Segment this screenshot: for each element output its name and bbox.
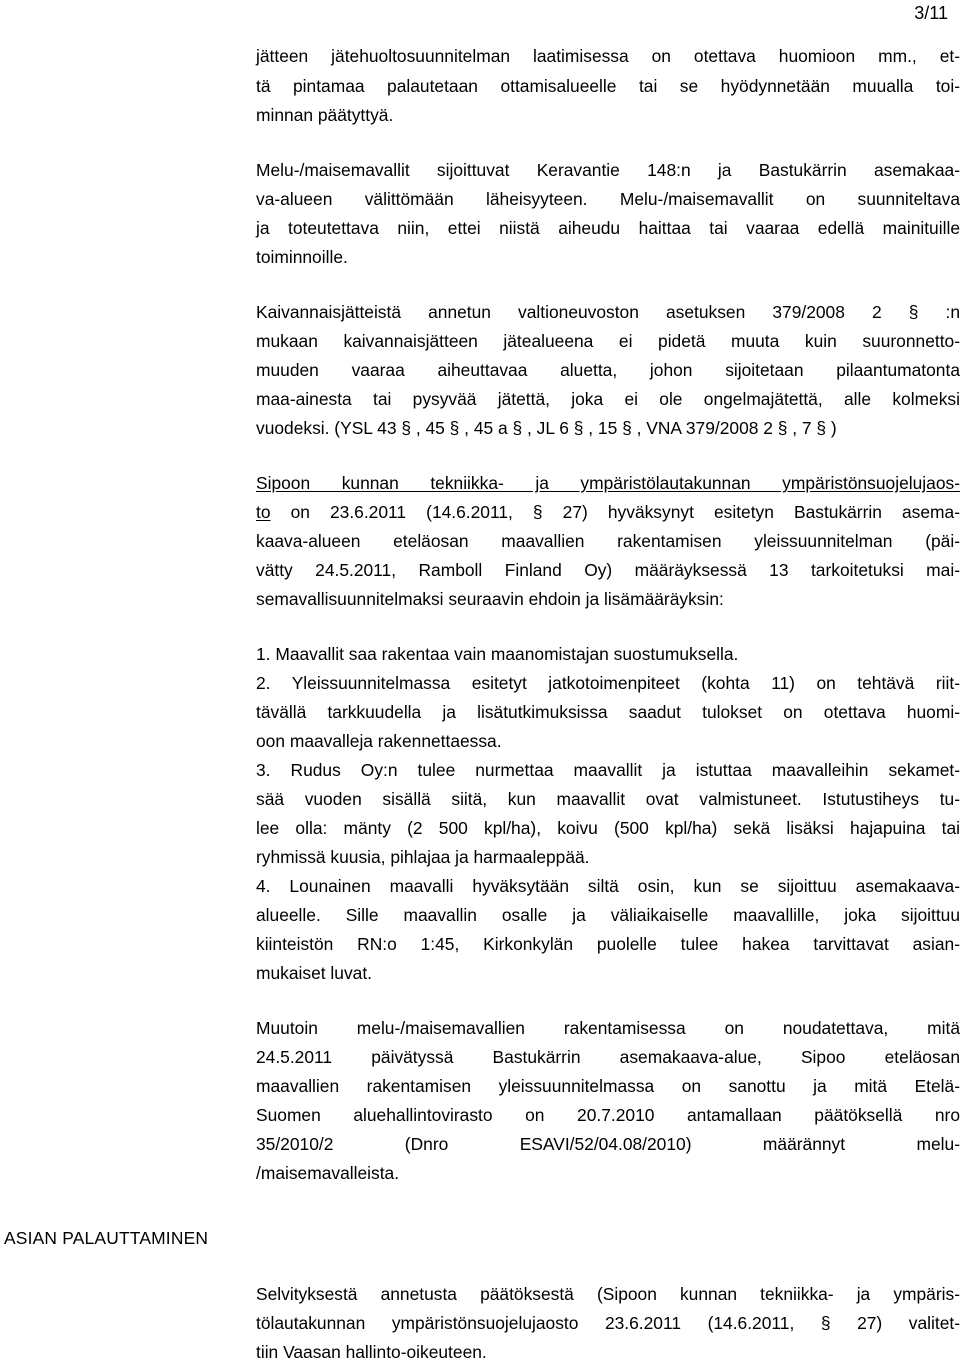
section-heading: ASIAN PALAUTTAMINEN <box>4 1228 209 1248</box>
line-text: on 23.6.2011 (14.6.2011, § 27) hyväksynyt esitetyn Bastukärrin asema- <box>270 502 960 522</box>
text-line: mukaan kaivannaisjätteen jätealueena ei pidetä muuta kuin suuronnetto- <box>256 331 960 351</box>
text-line: Melu-/maisemavallit sijoittuvat Keravantie 148:n ja Bastukärrin asemakaa- <box>256 160 960 180</box>
text-line: maavallien rakentamisen yleissuunnitelmassa on sanottu ja mitä Etelä- <box>256 1076 960 1096</box>
text-line: muuden vaaraa aiheuttavaa aluetta, johon sijoitetaan pilaantumatonta <box>256 360 960 380</box>
text-line: 1. Maavallit saa rakentaa vain maanomistajan suostumuksella. <box>256 644 739 664</box>
text-line: toiminnoille. <box>256 247 348 267</box>
text-line: 35/2010/2 (Dnro ESAVI/52/04.08/2010) määrännyt melu- <box>256 1134 960 1154</box>
text-line: sää vuoden sisällä siitä, kun maavallit ovat valmistuneet. Istutustiheys tu- <box>256 789 960 809</box>
text-line: tävällä tarkkuudella ja lisätutkimuksissa saadut tulokset on otettava huomi- <box>256 702 960 722</box>
text-line: Selvityksestä annetusta päätöksestä (Sipoon kunnan tekniikka- ja ympäris- <box>256 1284 960 1304</box>
text-line: vätty 24.5.2011, Ramboll Finland Oy) määräyksessä 13 tarkoitetuksi mai- <box>256 560 960 580</box>
text-line: oon maavalleja rakennettaessa. <box>256 731 502 751</box>
text-line: 3. Rudus Oy:n tulee nurmettaa maavallit ja istuttaa maavalleihin sekamet- <box>256 760 960 780</box>
text-line: kaava-alueen eteläosan maavallien rakentamisen yleissuunnitelman (päi- <box>256 531 960 551</box>
text-line: 2. Yleissuunnitelmassa esitetyt jatkotoimenpiteet (kohta 11) on tehtävä riit- <box>256 673 960 693</box>
text-line: Suomen aluehallintovirasto on 20.7.2010 antamallaan päätöksellä nro <box>256 1105 960 1125</box>
text-line: ryhmissä kuusia, pihlajaa ja harmaaleppää. <box>256 847 590 867</box>
text-line: Kaivannaisjätteistä annetun valtioneuvoston asetuksen 379/2008 2 § :n <box>256 302 960 322</box>
text-line: vuodeksi. (YSL 43 § , 45 § , 45 a § , JL 6 § , 15 § , VNA 379/2008 2 § , 7 § ) <box>256 418 837 438</box>
text-line: semavallisuunnitelmaksi seuraavin ehdoin ja lisämääräyksin: <box>256 589 724 609</box>
underlined-text: to <box>256 502 271 522</box>
text-line: 4. Lounainen maavalli hyväksytään siltä osin, kun se sijoittuu asemakaava- <box>256 876 960 896</box>
text-line: maa-ainesta tai pysyvää jätettä, joka ei ole ongelmajätettä, alle kolmeksi <box>256 389 960 409</box>
text-line: va-alueen välittömään läheisyyteen. Melu-/maisemavallit on suunniteltava <box>256 189 960 209</box>
text-line: alueelle. Sille maavallin osalle ja väliaikaiselle maavallille, joka sijoittuu <box>256 905 960 925</box>
text-line: tiin Vaasan hallinto-oikeuteen. <box>256 1342 487 1362</box>
text-line: lee olla: mänty (2 500 kpl/ha), koivu (500 kpl/ha) sekä lisäksi hajapuina tai <box>256 818 960 838</box>
text-line: tölautakunnan ympäristönsuojelujaosto 23.6.2011 (14.6.2011, § 27) valitet- <box>256 1313 960 1333</box>
text-line: 24.5.2011 päivätyssä Bastukärrin asemakaava-alue, Sipoo eteläosan <box>256 1047 960 1067</box>
text-line: Muutoin melu-/maisemavallien rakentamisessa on noudatettava, mitä <box>256 1018 960 1038</box>
text-line: mukaiset luvat. <box>256 963 372 983</box>
text-line: /maisemavalleista. <box>256 1163 400 1183</box>
text-line <box>256 501 960 523</box>
text-line: ja toteutettava niin, ettei niistä aiheudu haittaa tai vaaraa edellä mainituille <box>256 218 960 238</box>
text-line: minnan päätyttyä. <box>256 105 394 125</box>
text-line: Sipoon kunnan tekniikka- ja ympäristölautakunnan ympäristönsuojelujaos- <box>256 473 960 493</box>
text-line: tä pintamaa palautetaan ottamisalueelle tai se hyödynnetään muualla toi- <box>256 76 960 96</box>
text-line: jätteen jätehuoltosuunnitelman laatimisessa on otettava huomioon mm., et- <box>256 46 960 66</box>
page-number: 3/11 <box>914 3 948 23</box>
text-line: kiinteistön RN:o 1:45, Kirkonkylän puolelle tulee hakea tarvittavat asian- <box>256 934 960 954</box>
